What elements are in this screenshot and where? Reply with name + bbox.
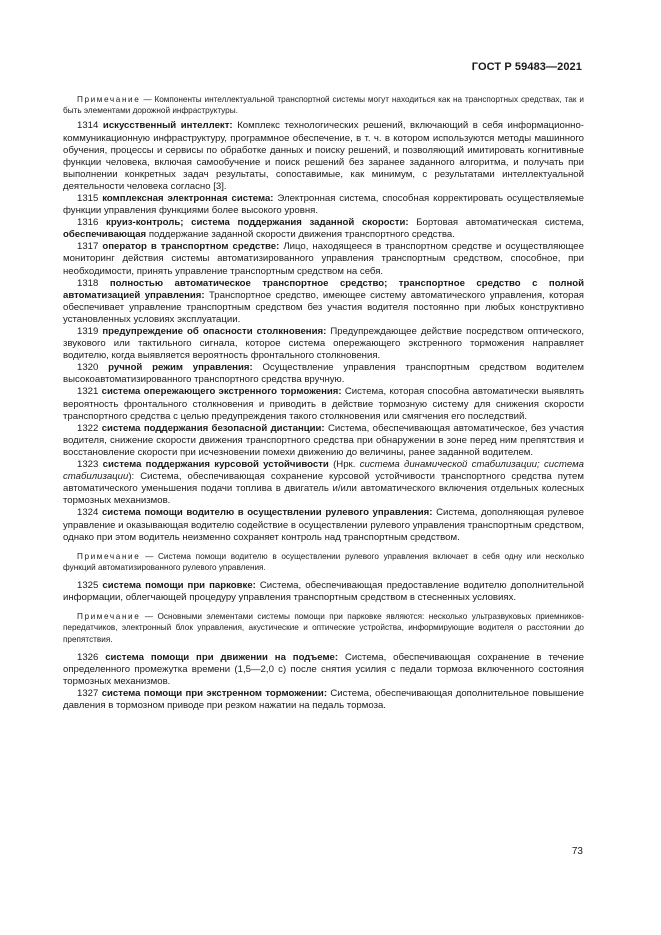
term-entry-1323: 1323 система поддержания курсовой устойчивости (Нрк. система динамической стабилизации; система стабилизации): Система, обеспечивающая сохранение курсовой устойчивости транспортного средства путем автоматического уменьшения подачи топлива в двигатель и/или автоматического включения отдельных колесных тормозных механизмов. bbox=[63, 459, 585, 507]
term-definition: Предупреждающее действие посредством оптического, звукового или тактильного сигнала, которое система опережающего экстренного торможения направляет водителю, когда выявляется вероятность фронтального столкновения. bbox=[63, 326, 584, 362]
term-name: система помощи при парковке: bbox=[102, 580, 256, 592]
term-name: искусственный интеллект: bbox=[102, 120, 233, 132]
term-entry-1324: 1324 система помощи водителю в осуществлении рулевого управления: Система, дополняющая рулевое управление и оказывающая водителю содействие в осуществлении рулевого управления транспортным средством, однако при этом водитель неизменно сохраняет контроль над транспортным средством. bbox=[63, 507, 584, 543]
term-name: ручной режим управления: bbox=[108, 362, 253, 374]
term-entry-1320: 1320 ручной режим управления: Осуществление управления транспортным средством водителем высокоавтоматизированного транспортного средства вручную. bbox=[63, 362, 584, 386]
note-3 bbox=[63, 611, 584, 645]
term-definition: Лицо, находящееся в транспортном средстве и осуществляющее мониторинг действия системы автоматизированного управления транспортным средством, способное, при необходимости, принять управление транспортным средством на себя. bbox=[63, 241, 584, 277]
term-definition: Электронная система, способная корректировать осуществляемые функции управления функциями более высокого уровня. bbox=[63, 192, 585, 217]
note-text: — Система помощи водителю в осуществлении рулевого управления включает в себя одну или несколько функций автоматизированного рулевого управления. bbox=[63, 551, 585, 572]
term-entry-1314: 1314 искусственный интеллект: Комплекс технологических решений, включающий в себя информационно-коммуникационную инфраструктуру, программное обеспечение, в т. ч. в котором используются методы машинного обучения, процессы и сервисы по обработке данных и поиску решений, и позволяющий имитировать когнитивные функции человека, включая самообучение и поиск решений без заранее заданного алгоритма, и получать при выполнении конкретных задач результаты, сопоставимые, как минимум, с результатами интеллектуальной деятельности человека согласно [3]. bbox=[63, 120, 584, 192]
note-1 bbox=[63, 94, 584, 116]
term-name: полностью автоматическое транспортное средство; транспортное средство с полной автоматизацией управления: bbox=[63, 277, 584, 301]
page-number: 73 bbox=[571, 846, 583, 857]
standard-code: ГОСТ Р 59483—2021 bbox=[471, 61, 582, 73]
term-definition: Осуществление управления транспортным средством водителем высокоавтоматизированного транспортного средства вручную. bbox=[63, 362, 584, 386]
term-name: круиз-контроль; система поддержания заданной скорости: bbox=[106, 217, 409, 229]
term-entry-1322: 1322 система поддержания безопасной дистанции: Система, обеспечивающая автоматическое, без участия водителя, снижение скорости движения транспортного средства при обнаружении в зоне перед ним препятствия и восстановление скорости при исчезновении помехи движению до величины, ранее заданной водителем. bbox=[63, 422, 584, 458]
term-name-secondary: обеспечивающая bbox=[63, 229, 147, 241]
term-entry-1321: 1321 система опережающего экстренного торможения: Система, которая способна автоматически выявлять вероятность фронтального столкновения и приводить в действие тормозную систему для снижения скорости транспортного средства с целью предупреждения такого столкновения или смягчения его последствий. bbox=[63, 386, 584, 422]
term-entry-1316: 1316 круиз-контроль; система поддержания заданной скорости: Бортовая автоматическая система, обеспечивающая поддержание заданной скорости движения транспортного средства. bbox=[63, 217, 584, 241]
term-name: система опережающего экстренного торможения: bbox=[101, 386, 342, 398]
note-text: — Компоненты интеллектуальной транспортной системы могут находиться как на транспортных средствах, так и быть элементами дорожной инфраструктуры. bbox=[63, 95, 584, 116]
term-name: оператор в транспортном средстве: bbox=[102, 241, 280, 253]
term-entry-1315: 1315 комплексная электронная система: Электронная система, способная корректировать осуществляемые функции управления функциями более высокого уровня. bbox=[63, 192, 585, 217]
note-2 bbox=[63, 551, 584, 573]
alternative-terms: система динамической стабилизации; система стабилизации bbox=[63, 459, 585, 483]
term-name: система поддержания курсовой устойчивости bbox=[102, 459, 329, 471]
term-definition: Система, дополняющая рулевое управление и оказывающая водителю содействие в осуществлении рулевого управления транспортным средством, однако при этом водитель неизменно сохраняет контроль над транспортным средством. bbox=[63, 507, 584, 543]
term-name: система помощи при экстренном торможении: bbox=[101, 688, 328, 700]
term-definition-cont: поддержание заданной скорости движения транспортного средства. bbox=[148, 229, 455, 241]
term-definition: Система, которая способна автоматически выявлять вероятность фронтального столкновения и приводить в действие тормозную систему для снижения скорости транспортного средства с целью предупреждения такого столкновения или смягчения его последствий. bbox=[63, 386, 584, 422]
term-definition: ): Система, обеспечивающая сохранение курсовой устойчивости транспортного средства путем автоматического уменьшения подачи топлива в двигатель и/или автоматического включения отдельных колесных тормозных механизмов. bbox=[63, 471, 584, 507]
note-label: Примечание bbox=[77, 612, 141, 622]
term-entry-1326: 1326 система помощи при движении на подъеме: Система, обеспечивающая сохранение в течение определенного промежутка времени (1,5—2,0 с) после снятия усилия с педали тормоза включенного состояния тормозных механизмов. bbox=[63, 651, 584, 688]
term-name: система поддержания безопасной дистанции: bbox=[101, 422, 325, 434]
note-text: — Основными элементами системы помощи при парковке являются: несколько ультразвуковых приемников-передатчиков, электронный блок управления, акустические и оптические устройства, информирующие водителя о расстоянии до препятствия. bbox=[63, 612, 584, 644]
term-name: комплексная электронная система: bbox=[102, 192, 274, 204]
term-name: система помощи водителю в осуществлении рулевого управления: bbox=[101, 507, 433, 519]
term-name: система помощи при движении на подъеме: bbox=[105, 651, 339, 663]
term-entry-1318: 1318 полностью автоматическое транспортное средство; транспортное средство с полной автоматизацией управления: Транспортное средство, имеющее систему автоматического управления, которая обеспечивает управление транспортным средством без участия водителя постоянно при любых конструктивно установленных условиях эксплуатации. bbox=[63, 277, 584, 325]
document-body bbox=[63, 94, 584, 712]
term-entry-1317: 1317 оператор в транспортном средстве: Лицо, находящееся в транспортном средстве и осуществляющее мониторинг действия системы автоматизированного управления транспортным средством, способное, при необходимости, принять управление транспортным средством на себя. bbox=[63, 241, 584, 277]
note-label: Примечание bbox=[77, 551, 141, 561]
term-entry-1327: 1327 система помощи при экстренном торможении: Система, обеспечивающая дополнительное повышение давления в тормозном приводе при резком нажатии на педаль тормоза. bbox=[63, 688, 584, 712]
term-definition: Бортовая автоматическая система, bbox=[416, 217, 584, 229]
note-label: Примечание bbox=[77, 95, 141, 104]
term-definition: Комплекс технологических решений, включающий в себя информационно-коммуникационную инфраструктуру, программное обеспечение, в т. ч. в котором используются методы машинного обучения, процессы и сервисы по обработке данных и поиску решений, и позволяющий имитировать когнитивные функции человека, включая самообучение и поиск решений без заранее заданного алгоритма, и получать при выполнении конкретных задач результаты, сопоставимые, как минимум, с результатами интеллектуальной деятельности человека согласно [3]. bbox=[63, 120, 584, 192]
term-entry-1325: 1325 система помощи при парковке: Система, обеспечивающая предоставление водителю дополнительной информации, облегчающей процедуру управления транспортным средством в стесненных условиях. bbox=[63, 580, 584, 604]
term-name: предупреждение об опасности столкновения: bbox=[102, 326, 327, 337]
term-definition: Система, обеспечивающая предоставление водителю дополнительной информации, облегчающей процедуру управления транспортным средством в стесненных условиях. bbox=[63, 580, 584, 604]
term-definition: Транспортное средство, имеющее систему автоматического управления, которая обеспечивает управление транспортным средством без участия водителя постоянно при любых конструктивно установленных условиях эксплуатации. bbox=[63, 289, 584, 325]
term-entry-1319: 1319 предупреждение об опасности столкновения: Предупреждающее действие посредством оптического, звукового или тактильного сигнала, которое система опережающего экстренного торможения направляет водителю, когда выявляется вероятность фронтального столкновения. bbox=[63, 326, 584, 362]
term-definition: Система, обеспечивающая сохранение в течение определенного промежутка времени (1,5—2,0 с) после снятия усилия с педали тормоза включенного состояния тормозных механизмов. bbox=[63, 651, 584, 688]
term-definition: Система, обеспечивающая автоматическое, без участия водителя, снижение скорости движения транспортного средства при обнаружении в зоне перед ним препятствия и восстановление скорости при исчезновении помехи движению до величины, ранее заданной водителем. bbox=[63, 422, 584, 458]
non-recommended-marker: (Нрк. bbox=[333, 459, 356, 471]
term-definition: Система, обеспечивающая дополнительное повышение давления в тормозном приводе при резком нажатии на педаль тормоза. bbox=[63, 688, 584, 712]
